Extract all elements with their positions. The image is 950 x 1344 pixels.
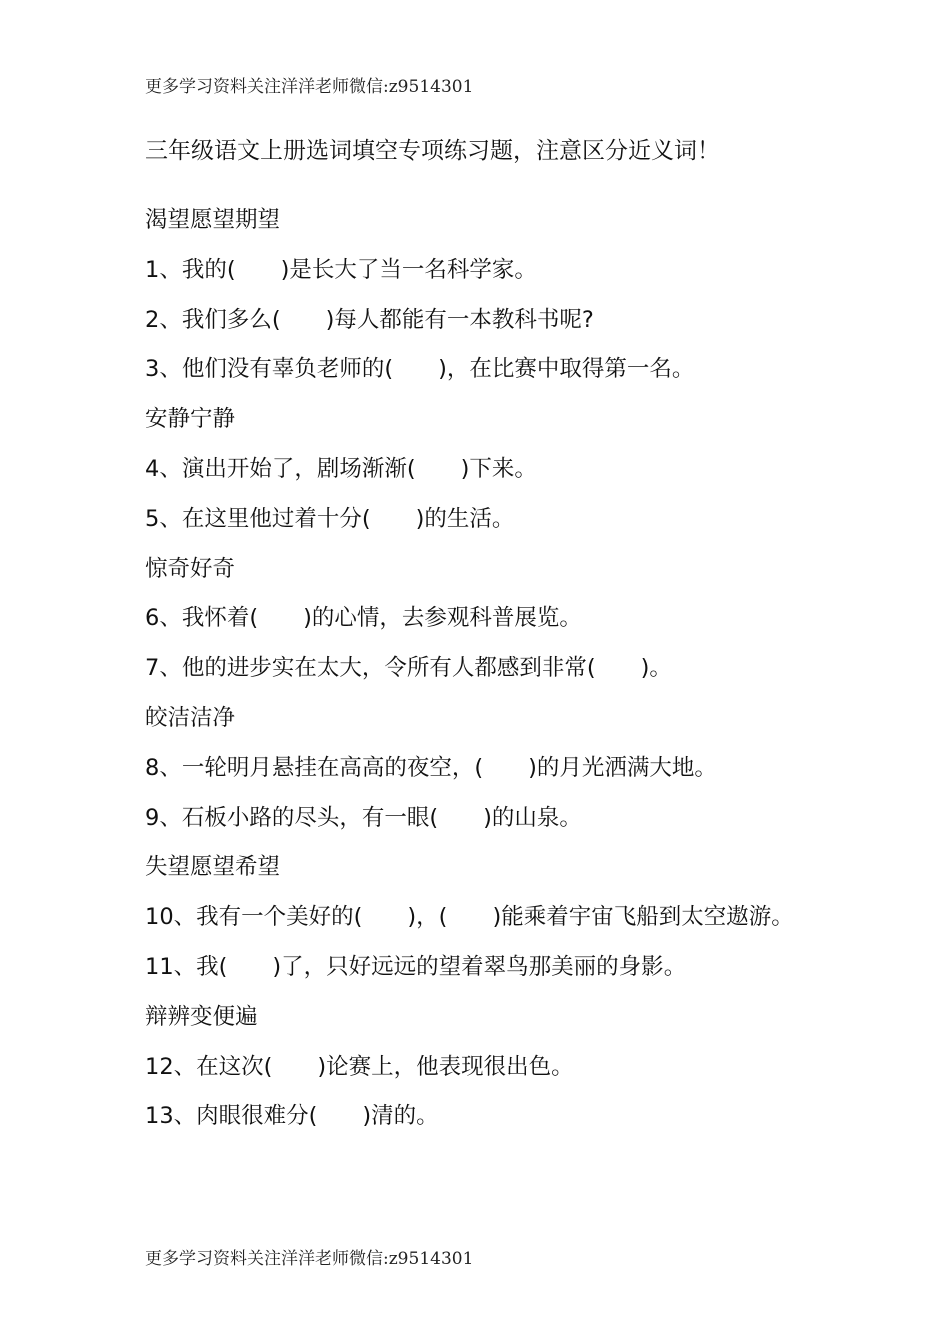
question-2: 2、我们多么( )每人都能有一本教科书呢? bbox=[145, 306, 594, 333]
question-10: 10、我有一个美好的( )，( )能乘着宇宙飞船到太空遨游。 bbox=[145, 904, 794, 931]
word-choice: 变 bbox=[190, 1003, 213, 1030]
word-choices-6 bbox=[145, 993, 825, 1043]
word-choice: 失望 bbox=[145, 854, 191, 881]
word-choices-2 bbox=[145, 395, 825, 445]
word-choice: 宁静 bbox=[190, 406, 236, 433]
word-choice: 辨 bbox=[167, 1003, 191, 1030]
question-4: 4、演出开始了，剧场渐渐( )下来。 bbox=[145, 455, 537, 482]
word-choices-5 bbox=[145, 843, 825, 893]
word-choice: 遍 bbox=[235, 1003, 258, 1030]
word-choices-3 bbox=[145, 545, 825, 595]
word-choice: 洁净 bbox=[190, 704, 236, 731]
word-choice: 惊奇 bbox=[145, 555, 191, 582]
worksheet-title: 三年级语文上册选词填空专项练习题，注意区分近义词！ bbox=[145, 138, 720, 164]
word-choices-1 bbox=[145, 196, 825, 246]
question-13: 13、肉眼很难分( )清的。 bbox=[145, 1103, 439, 1130]
word-choice: 皎洁 bbox=[145, 704, 191, 731]
question-11: 11、我( )了，只好远远的望着翠鸟那美丽的身影。 bbox=[145, 953, 687, 980]
word-choice: 安静 bbox=[145, 406, 191, 433]
footer-note: 更多学习资料关注洋洋老师微信:z9514301 bbox=[145, 1249, 474, 1269]
word-choice: 好奇 bbox=[190, 555, 236, 582]
word-choices-4 bbox=[145, 694, 825, 744]
word-choice: 渴望 bbox=[145, 207, 191, 233]
question-3: 3、他们没有辜负老师的( )，在比赛中取得第一名。 bbox=[145, 356, 695, 383]
word-choice: 辩 bbox=[145, 1003, 168, 1030]
word-choice: 希望 bbox=[235, 854, 281, 881]
question-9: 9、石板小路的尽头，有一眼( )的山泉。 bbox=[145, 804, 582, 831]
question-7: 7、他的进步实在太大，令所有人都感到非常( )。 bbox=[145, 655, 672, 682]
question-12: 12、在这次( )论赛上，他表现很出色。 bbox=[145, 1053, 574, 1080]
word-choice: 愿望 bbox=[190, 854, 236, 881]
header-note: 更多学习资料关注洋洋老师微信:z9514301 bbox=[145, 77, 474, 97]
word-choice: 期望 bbox=[235, 207, 281, 233]
question-8: 8、一轮明月悬挂在高高的夜空，( )的月光洒满大地。 bbox=[145, 754, 717, 781]
question-1: 1、我的( )是长大了当一名科学家。 bbox=[145, 256, 537, 283]
spacer bbox=[145, 172, 825, 196]
question-6: 6、我怀着( )的心情，去参观科普展览。 bbox=[145, 605, 582, 632]
word-choice: 愿望 bbox=[190, 207, 236, 233]
question-5: 5、在这里他过着十分( )的生活。 bbox=[145, 505, 515, 532]
word-choice: 便 bbox=[212, 1003, 236, 1030]
worksheet bbox=[145, 130, 825, 1142]
